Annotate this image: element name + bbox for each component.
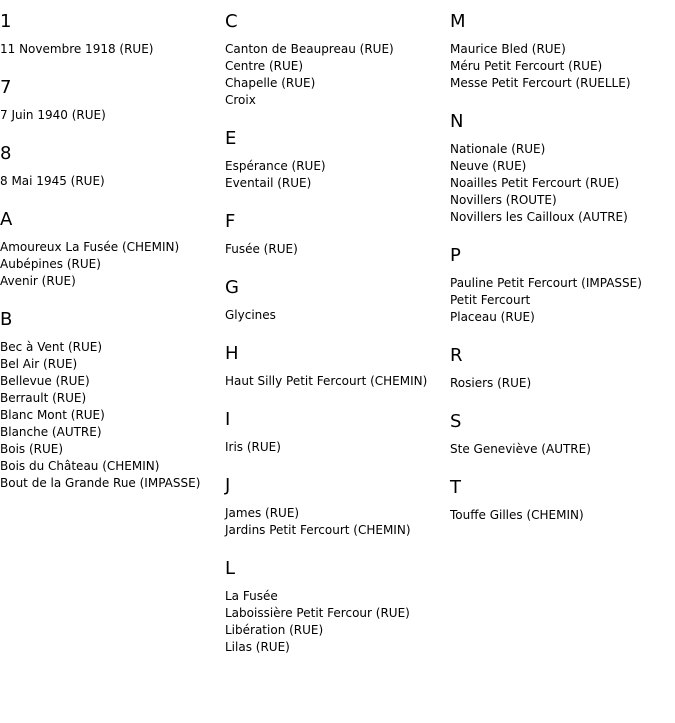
- street-link[interactable]: Maurice Bled (RUE): [450, 42, 566, 56]
- letter-heading: T: [450, 477, 461, 498]
- letter-group: [225, 558, 450, 656]
- letter-group: [450, 111, 675, 226]
- letter-heading: 1: [0, 11, 12, 32]
- street-index-column-3: [450, 0, 675, 543]
- street-link[interactable]: Touffe Gilles (CHEMIN): [450, 508, 584, 522]
- street-link[interactable]: Haut Silly Petit Fercourt (CHEMIN): [225, 374, 428, 388]
- street-list: [450, 275, 675, 326]
- letter-heading: J: [225, 475, 231, 496]
- street-link[interactable]: Bel Air (RUE): [0, 357, 78, 371]
- street-link[interactable]: Avenir (RUE): [0, 274, 76, 288]
- letter-heading: E: [225, 128, 237, 149]
- street-link[interactable]: Neuve (RUE): [450, 159, 527, 173]
- street-list: [0, 173, 225, 190]
- letter-group: [450, 11, 675, 92]
- letter-group: [450, 411, 675, 458]
- street-link[interactable]: 7 Juin 1940 (RUE): [0, 108, 106, 122]
- street-link[interactable]: Ste Geneviève (AUTRE): [450, 442, 591, 456]
- letter-group: [225, 11, 450, 109]
- street-list: [0, 41, 225, 58]
- letter-group: [0, 309, 225, 492]
- street-link[interactable]: Glycines: [225, 308, 276, 322]
- letter-heading: A: [0, 209, 13, 230]
- letter-heading: I: [225, 409, 231, 430]
- street-link[interactable]: Bec à Vent (RUE): [0, 340, 103, 354]
- street-list: [0, 107, 225, 124]
- street-link[interactable]: Fusée (RUE): [225, 242, 298, 256]
- street-list: [450, 141, 675, 226]
- street-link[interactable]: Aubépines (RUE): [0, 257, 101, 271]
- street-list: [225, 439, 450, 456]
- street-link[interactable]: Jardins Petit Fercourt (CHEMIN): [225, 523, 411, 537]
- letter-heading: M: [450, 11, 466, 32]
- letter-group: [225, 211, 450, 258]
- street-link[interactable]: Noailles Petit Fercourt (RUE): [450, 176, 620, 190]
- letter-heading: C: [225, 11, 238, 32]
- street-list: [225, 241, 450, 258]
- street-link[interactable]: La Fusée: [225, 589, 278, 603]
- street-link[interactable]: Nationale (RUE): [450, 142, 546, 156]
- street-link[interactable]: Canton de Beaupreau (RUE): [225, 42, 394, 56]
- letter-group: [450, 245, 675, 326]
- letter-group: [225, 128, 450, 192]
- street-link[interactable]: Berrault (RUE): [0, 391, 87, 405]
- letter-group: [0, 11, 225, 58]
- street-link[interactable]: Rosiers (RUE): [450, 376, 532, 390]
- letter-group: [450, 345, 675, 392]
- street-list: [0, 339, 225, 492]
- street-list: [225, 307, 450, 324]
- street-link[interactable]: Chapelle (RUE): [225, 76, 316, 90]
- letter-group: [0, 209, 225, 290]
- street-index-column-2: [225, 0, 450, 675]
- street-list: [0, 239, 225, 290]
- street-link[interactable]: Novillers (ROUTE): [450, 193, 557, 207]
- street-index-column-1: [0, 0, 225, 511]
- letter-heading: 8: [0, 143, 12, 164]
- street-link[interactable]: Placeau (RUE): [450, 310, 535, 324]
- street-list: [450, 441, 675, 458]
- street-link[interactable]: Méru Petit Fercourt (RUE): [450, 59, 603, 73]
- letter-heading: H: [225, 343, 239, 364]
- letter-heading: N: [450, 111, 464, 132]
- letter-heading: G: [225, 277, 239, 298]
- letter-group: [450, 477, 675, 524]
- street-link[interactable]: Blanc Mont (RUE): [0, 408, 105, 422]
- letter-heading: B: [0, 309, 13, 330]
- street-link[interactable]: Messe Petit Fercourt (RUELLE): [450, 76, 631, 90]
- street-link[interactable]: Centre (RUE): [225, 59, 304, 73]
- letter-heading: L: [225, 558, 236, 579]
- letter-heading: R: [450, 345, 463, 366]
- street-list: [225, 41, 450, 109]
- street-link[interactable]: Bois du Château (CHEMIN): [0, 459, 160, 473]
- street-list: [450, 375, 675, 392]
- letter-group: [225, 277, 450, 324]
- street-list: [225, 373, 450, 390]
- street-link[interactable]: Pauline Petit Fercourt (IMPASSE): [450, 276, 642, 290]
- street-link[interactable]: Bois (RUE): [0, 442, 64, 456]
- letter-group: [225, 343, 450, 390]
- street-list: [225, 158, 450, 192]
- street-link[interactable]: Bout de la Grande Rue (IMPASSE): [0, 476, 201, 490]
- letter-heading: F: [225, 211, 236, 232]
- street-link[interactable]: Amoureux La Fusée (CHEMIN): [0, 240, 180, 254]
- street-link[interactable]: Bellevue (RUE): [0, 374, 90, 388]
- street-link[interactable]: Novillers les Cailloux (AUTRE): [450, 210, 628, 224]
- letter-group: [0, 143, 225, 190]
- street-link[interactable]: Petit Fercourt: [450, 293, 531, 307]
- street-list: [450, 507, 675, 524]
- street-link[interactable]: Iris (RUE): [225, 440, 281, 454]
- street-list: [225, 505, 450, 539]
- street-list: [450, 41, 675, 92]
- street-link[interactable]: Laboissière Petit Fercour (RUE): [225, 606, 410, 620]
- letter-group: [225, 475, 450, 539]
- letter-heading: P: [450, 245, 461, 266]
- letter-heading: S: [450, 411, 462, 432]
- letter-heading: 7: [0, 77, 12, 98]
- street-link[interactable]: Eventail (RUE): [225, 176, 312, 190]
- street-link[interactable]: James (RUE): [225, 506, 300, 520]
- street-link[interactable]: Blanche (AUTRE): [0, 425, 102, 439]
- street-link[interactable]: Libération (RUE): [225, 623, 324, 637]
- street-link[interactable]: 11 Novembre 1918 (RUE): [0, 42, 154, 56]
- street-link[interactable]: 8 Mai 1945 (RUE): [0, 174, 105, 188]
- street-list: [225, 588, 450, 656]
- street-link[interactable]: Espérance (RUE): [225, 159, 326, 173]
- letter-group: [225, 409, 450, 456]
- letter-group: [0, 77, 225, 124]
- street-link[interactable]: Croix: [225, 93, 256, 107]
- street-link[interactable]: Lilas (RUE): [225, 640, 290, 654]
